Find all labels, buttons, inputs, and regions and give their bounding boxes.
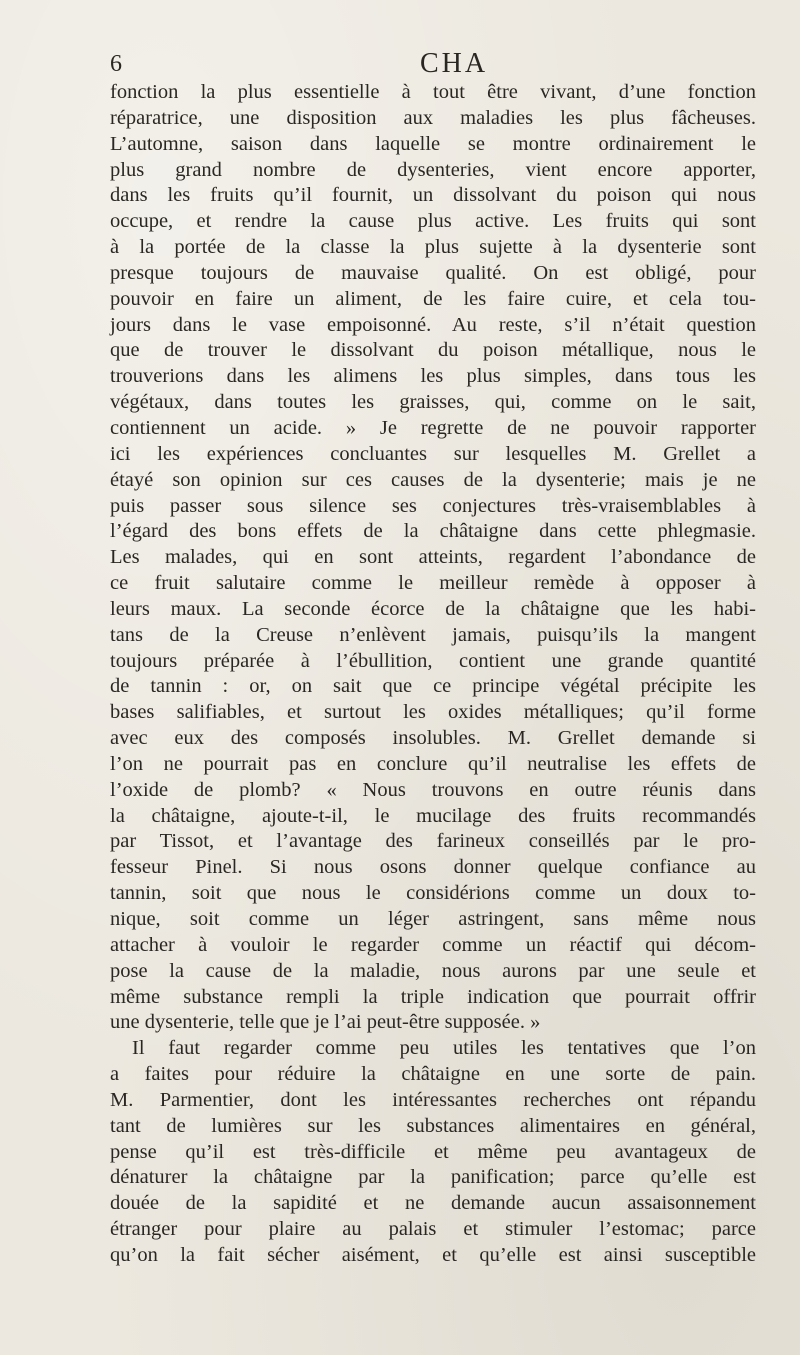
text-line: M. Parmentier, dont les intéressantes recherches ont répandu (110, 1088, 756, 1111)
text-line: dans les fruits qu’il fournit, un dissolvant du poison qui nous (110, 184, 756, 207)
text-line: végétaux, dans toutes les graisses, qui, comme on le sait, (110, 391, 756, 414)
text-line: tant de lumières sur les substances alimentaires en général, (110, 1114, 756, 1137)
text-line: l’oxide de plomb? « Nous trouvons en outre réunis dans (110, 778, 756, 801)
text-line: même substance rempli la triple indication que pourrait offrir (110, 985, 756, 1008)
text-line: tans de la Creuse n’enlèvent jamais, puisqu’ils la mangent (110, 623, 756, 646)
text-line: a faites pour réduire la châtaigne en une sorte de pain. (110, 1063, 756, 1086)
text-line: leurs maux. La seconde écorce de la châtaigne que les habi- (110, 597, 756, 620)
text-line: l’on ne pourrait pas en conclure qu’il neutralise les effets de (110, 752, 756, 775)
text-line: tannin, soit que nous le considérions comme un doux to- (110, 882, 756, 905)
page-number: 6 (110, 51, 122, 77)
text-line: attacher à vouloir le regarder comme un réactif qui décom- (110, 933, 756, 956)
text-line: L’automne, saison dans laquelle se montre ordinairement le (110, 132, 756, 155)
text-line: la châtaigne, ajoute-t-il, le mucilage des fruits recommandés (110, 804, 756, 827)
text-line: bases salifiables, et surtout les oxides métalliques; qu’il forme (110, 701, 756, 724)
text-line: nique, soit comme un léger astringent, sans même nous (110, 908, 756, 930)
text-line: réparatrice, une disposition aux maladies les plus fâcheuses. (110, 106, 756, 129)
text-line: Les malades, qui en sont atteints, regardent l’abondance de (110, 546, 756, 569)
text-line: pose la cause de la maladie, nous aurons par une seule et (110, 959, 756, 982)
text-line: ici les expériences concluantes sur lesquelles M. Grellet a (110, 442, 756, 465)
text-line: de tannin : or, on sait que ce principe végétal précipite les (110, 675, 756, 698)
text-line: qu’on la fait sécher aisément, et qu’elle est ainsi susceptible (110, 1243, 756, 1266)
text-line: que de trouver le dissolvant du poison métallique, nous le (110, 339, 756, 362)
text-line: douée de la sapidité et ne demande aucun assaisonnement (110, 1192, 756, 1215)
text-line: presque toujours de mauvaise qualité. On est obligé, pour (110, 261, 756, 284)
text-line: contiennent un acide. » Je regrette de ne pouvoir rapporter (110, 416, 756, 439)
text-line: pouvoir en faire un aliment, de les faire cuire, et cela tou- (110, 287, 756, 310)
text-line: par Tissot, et l’avantage des farineux conseillés par le pro- (110, 830, 756, 853)
text-line: avec eux des composés insolubles. M. Grellet demande si (110, 727, 756, 750)
text-line: toujours préparée à l’ébullition, contient une grande quantité (110, 649, 756, 672)
text-line: à la portée de la classe la plus sujette à la dysenterie sont (110, 236, 756, 259)
text-line: étranger pour plaire au palais et stimuler l’estomac; parce (110, 1218, 756, 1241)
text-line: fonction la plus essentielle à tout être vivant, d’une fonction (110, 81, 756, 103)
section-title: CHA (419, 48, 489, 79)
text-line: trouverions dans les alimens les plus simples, dans tous les (110, 365, 756, 388)
text-line: fesseur Pinel. Si nous osons donner quelque confiance au (110, 856, 756, 879)
text-line: dénaturer la châtaigne par la panification; parce qu’elle est (110, 1166, 756, 1189)
paragraph-start-line: Il faut regarder comme peu utiles les tentatives que l’on (132, 1037, 756, 1060)
text-line: l’égard des bons effets de la châtaigne dans cette phlegmasie. (110, 520, 756, 543)
text-line: une dysenterie, telle que je l’ai peut-être supposée. » (110, 1011, 541, 1034)
body-text (110, 80, 756, 1269)
running-head (110, 44, 758, 84)
text-line: jours dans le vase empoisonné. Au reste, s’il n’était question (110, 313, 756, 336)
text-line: pense qu’il est très-difficile et même peu avantageux de (110, 1140, 756, 1163)
text-line: puis passer sous silence ses conjectures très-vraisemblables à (110, 494, 756, 517)
text-line: ce fruit salutaire comme le meilleur remède à opposer à (110, 572, 756, 595)
text-line: plus grand nombre de dysenteries, vient encore apporter, (110, 158, 756, 181)
text-line: occupe, et rendre la cause plus active. Les fruits qui sont (110, 210, 756, 233)
text-line: étayé son opinion sur ces causes de la dysenterie; mais je ne (110, 468, 756, 491)
